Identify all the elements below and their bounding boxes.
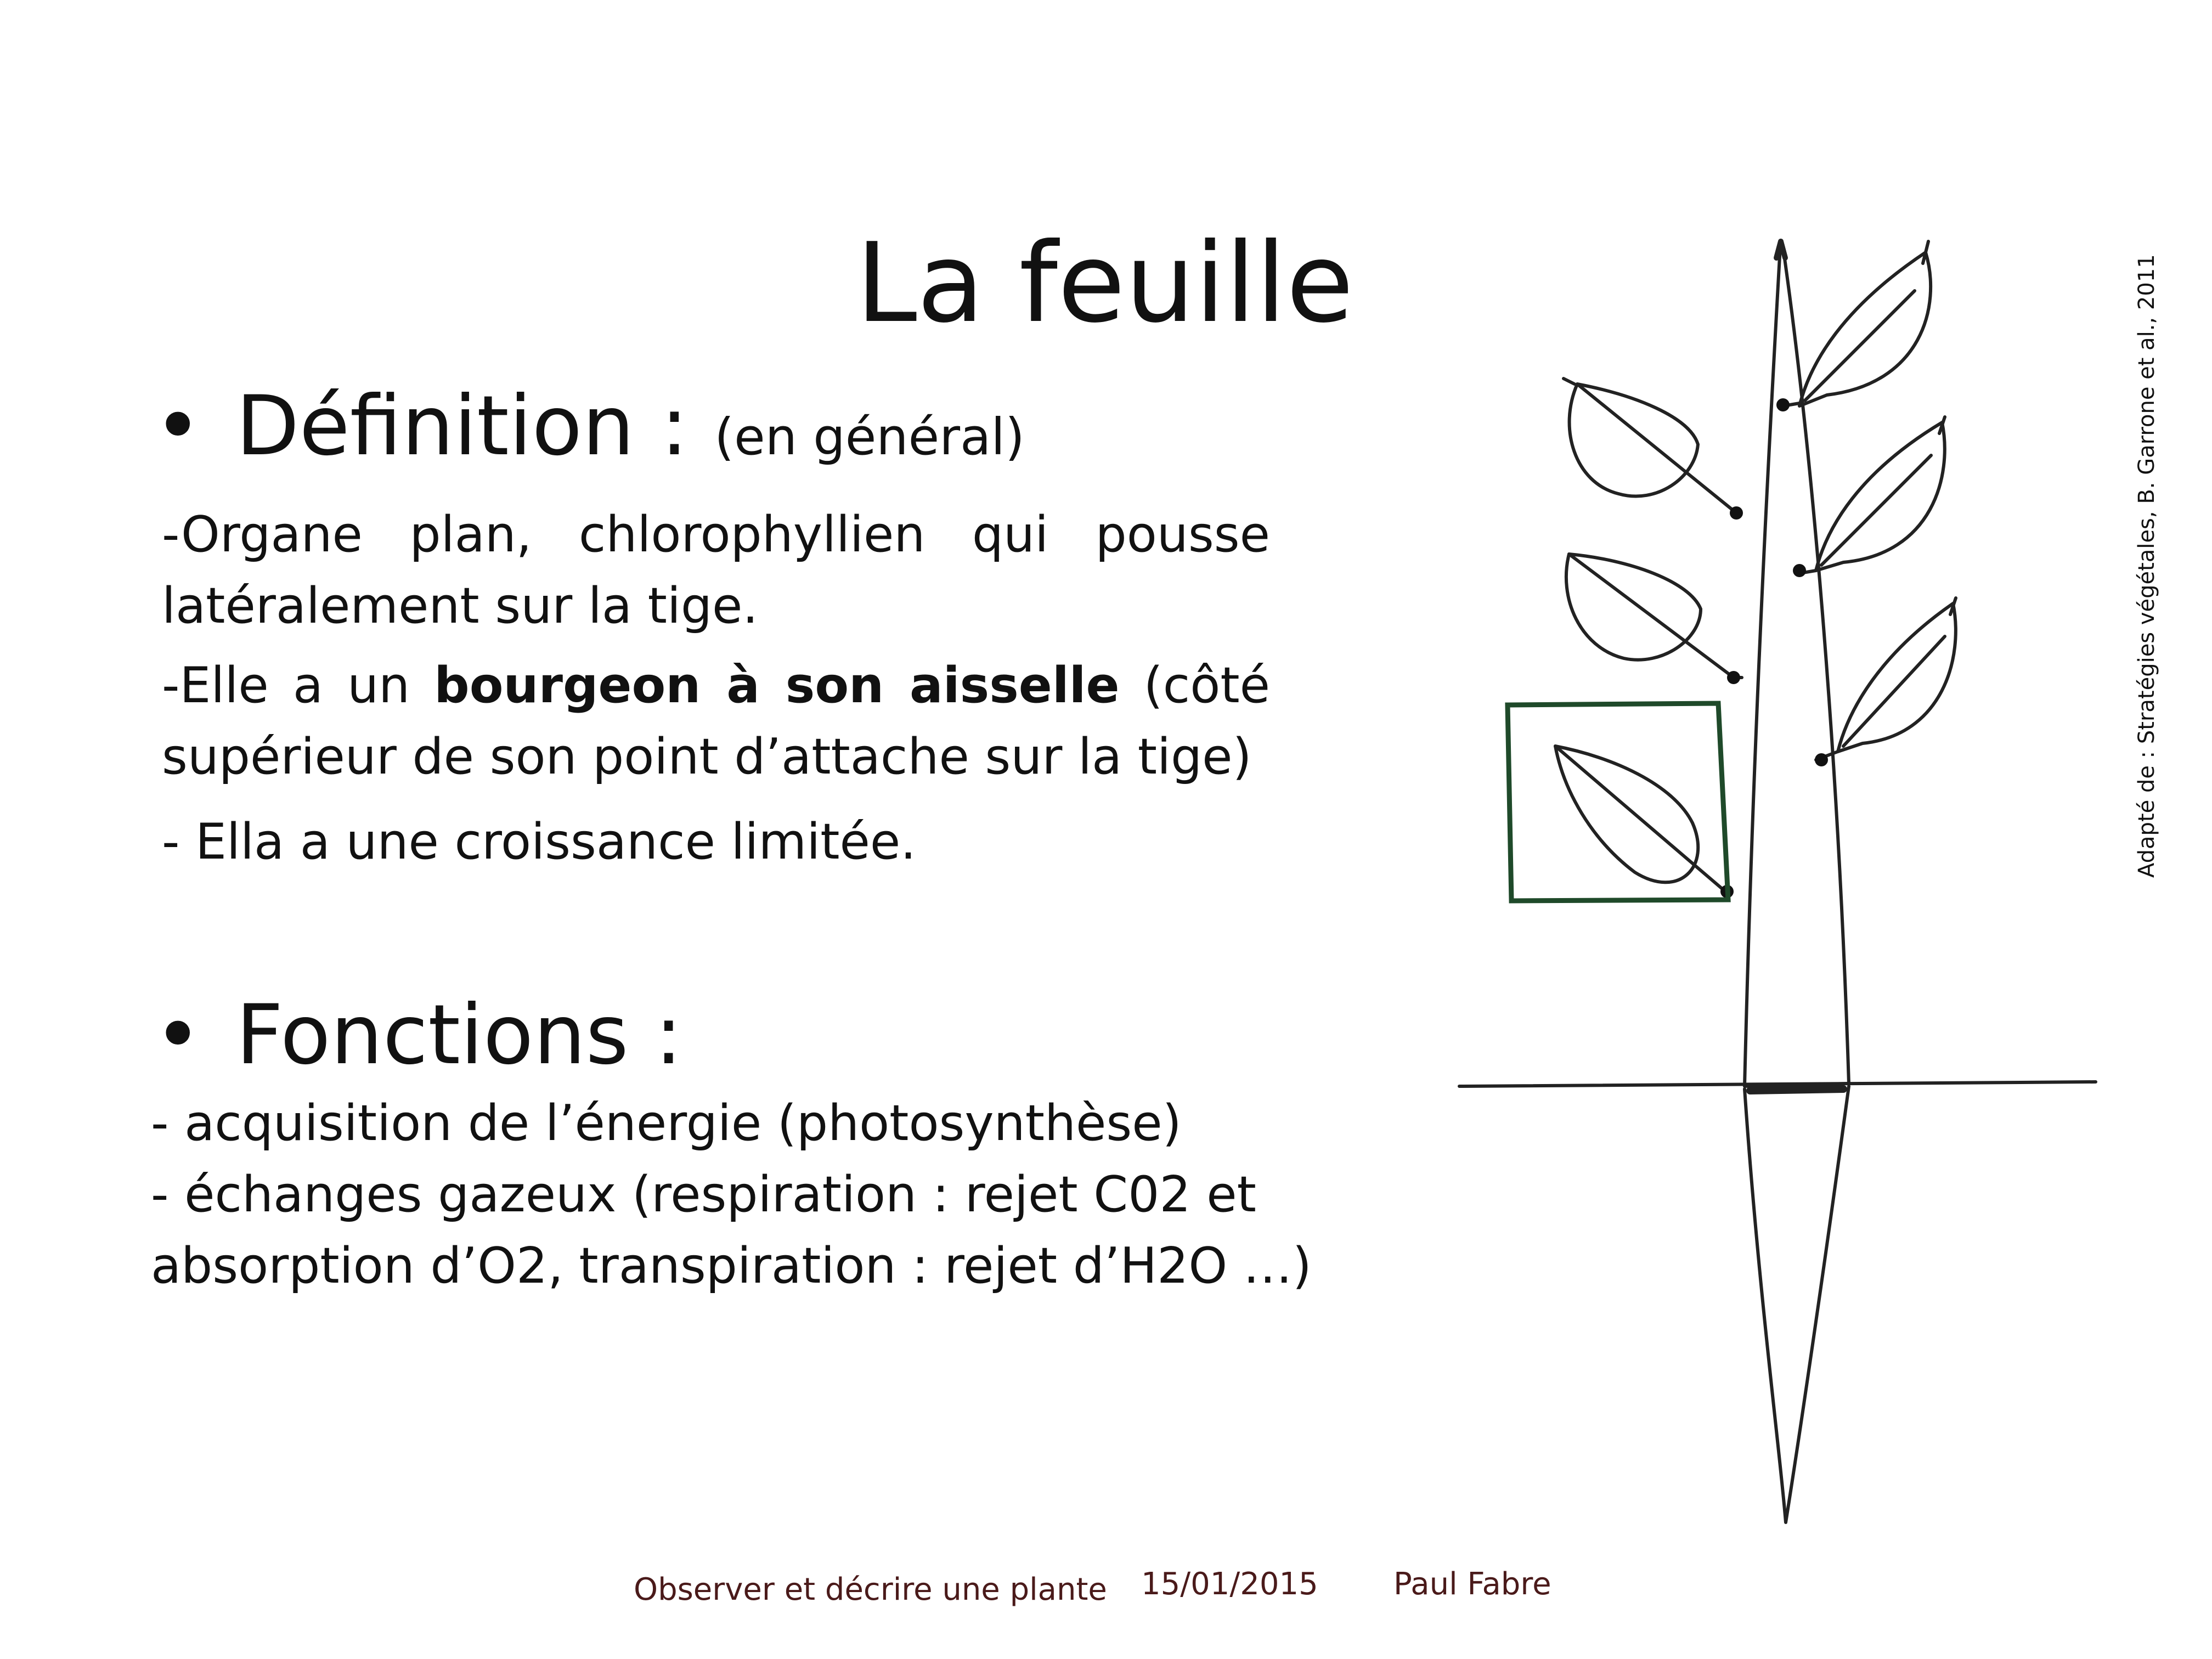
leaf-left-top — [1564, 379, 1736, 513]
functions-line-2: - échanges gazeux (respiration : rejet C02 et — [151, 1166, 1256, 1223]
leaf-left-mid — [1566, 554, 1742, 678]
leaf-left-low — [1555, 746, 1725, 891]
definition-heading — [154, 379, 1025, 474]
definition-line-3: - Ella a une croissance limitée. — [162, 813, 916, 871]
definition-line-1: -Organe plan, chlorophyllien qui pousse latéralement sur la tige. — [162, 506, 1270, 635]
definition-line-2-start: -Elle a un — [162, 657, 435, 714]
definition-line-2-bold: bourgeon à son aisselle — [434, 657, 1120, 714]
definition-line-2 — [162, 650, 1270, 793]
node-dots — [1720, 398, 1828, 898]
source-note: Adapté de : Stratégies végétales, B. Garrone et al., 2011 — [2134, 254, 2159, 878]
footer-course-text: Observer et décrire une plante — [634, 1572, 1107, 1607]
functions-heading — [154, 988, 682, 1083]
functions-line-1: - acquisition de l’énergie (photosynthèse) — [151, 1094, 1182, 1152]
bullet-icon: • — [154, 379, 202, 474]
definition-heading-text: Définition : — [236, 379, 689, 474]
functions-line-3: absorption d’O2, transpiration : rejet d’H2O …) — [151, 1237, 1312, 1295]
leaf-right-low — [1816, 598, 1956, 760]
functions-heading-text: Fonctions : — [236, 988, 682, 1083]
leaf-right-mid — [1799, 417, 1945, 573]
root — [1745, 1086, 1849, 1522]
leaf-right-top — [1783, 241, 1931, 406]
definition-note: (en général) — [714, 408, 1025, 466]
slide-title: La feuille — [856, 219, 1354, 347]
plant-diagram — [1437, 236, 2118, 1553]
definition-line-2-end: (côté supérieur de son point d’attache sur la tige) — [162, 657, 1270, 786]
bullet-icon: • — [154, 988, 202, 1083]
footer-author: Paul Fabre — [1393, 1566, 1551, 1602]
footer-date: 15/01/2015 — [1141, 1566, 1318, 1602]
footer-course — [634, 1572, 1107, 1607]
highlight-box — [1508, 703, 1728, 901]
